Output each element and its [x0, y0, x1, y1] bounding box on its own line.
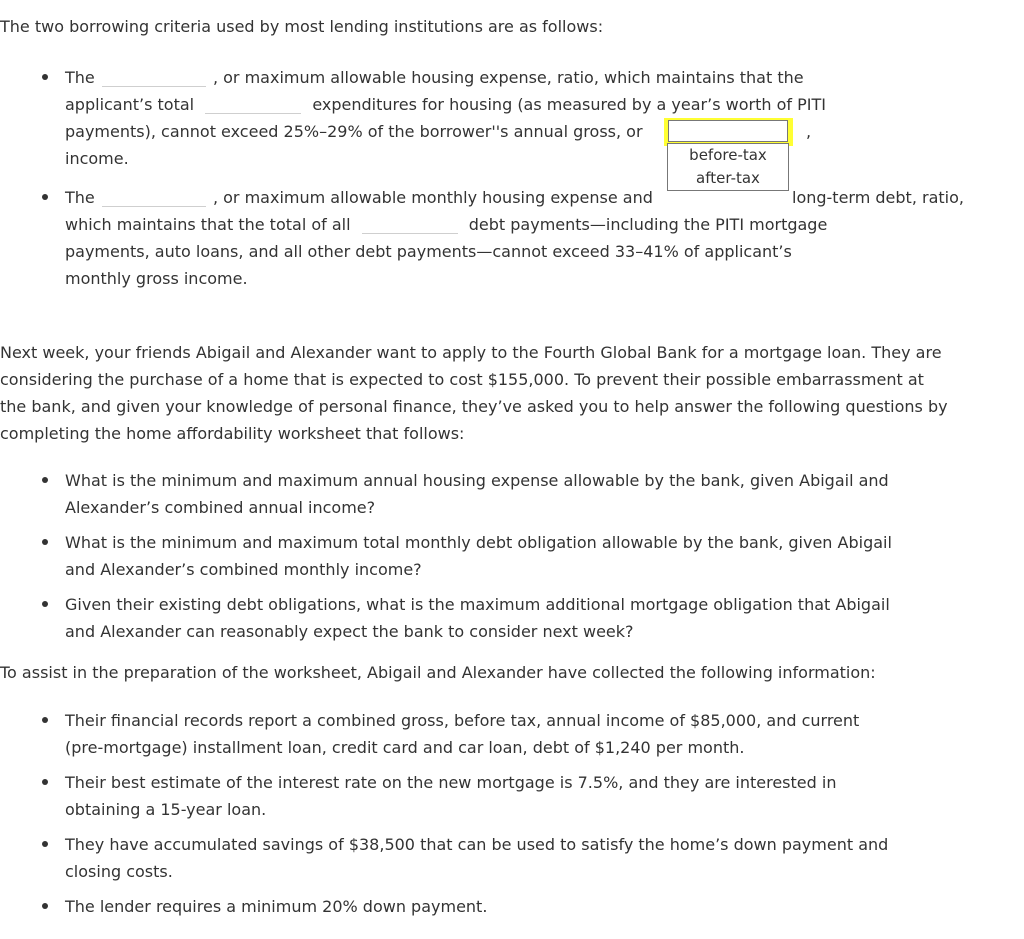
criterion-2-text-1b: long-term debt, ratio, — [792, 188, 964, 207]
info-3-line-1: They have accumulated savings of $38,500 that can be used to satisfy the home’s down payment and — [65, 835, 889, 854]
criterion-1-line-3: payments), cannot exceed 25%–29% of the borrower''s annual gross, or — [65, 122, 643, 141]
bullet — [42, 841, 48, 847]
assist-text: To assist in the preparation of the worksheet, Abigail and Alexander have collected the following information: — [0, 663, 876, 682]
criterion-1-line-4: income. — [65, 149, 129, 168]
scenario-line-4: completing the home affordability worksheet that follows: — [0, 424, 465, 443]
income-type-dropdown[interactable] — [668, 120, 788, 142]
question-2-line-2: and Alexander’s combined monthly income? — [65, 560, 422, 579]
criterion-1-blank-expenditures[interactable] — [205, 95, 301, 114]
criterion-2-text-2a: which maintains that the total of all — [65, 215, 351, 234]
criterion-2-blank-debt[interactable] — [362, 215, 458, 234]
info-1-line-2: (pre-mortgage) installment loan, credit card and car loan, debt of $1,240 per month. — [65, 738, 745, 757]
info-4-line-1: The lender requires a minimum 20% down payment. — [65, 897, 488, 916]
criterion-2-line-3: payments, auto loans, and all other debt payments—cannot exceed 33–41% of applicant’s — [65, 242, 792, 261]
info-2-line-1: Their best estimate of the interest rate on the new mortgage is 7.5%, and they are interested in — [65, 773, 837, 792]
question-1-line-2: Alexander’s combined annual income? — [65, 498, 376, 517]
comma-text: , — [806, 122, 812, 141]
info-1-line-1: Their financial records report a combined gross, before tax, annual income of $85,000, and current — [65, 711, 860, 730]
info-2-line-2: obtaining a 15-year loan. — [65, 800, 267, 819]
question-2-line-1: What is the minimum and maximum total monthly debt obligation allowable by the bank, given Abigail — [65, 533, 892, 552]
criterion-2-text-2b: debt payments—including the PITI mortgage — [468, 215, 828, 234]
bullet — [42, 779, 48, 785]
criterion-2-text-1a: , or maximum allowable monthly housing expense and — [212, 188, 653, 207]
criterion-1-blank-ratio[interactable] — [102, 68, 206, 87]
info-3-line-2: closing costs. — [65, 862, 173, 881]
intro-text: The two borrowing criteria used by most lending institutions are as follows: — [0, 17, 604, 36]
scenario-line-3: the bank, and given your knowledge of personal finance, they’ve asked you to help answer the following questions by — [0, 397, 948, 416]
bullet — [42, 903, 48, 909]
criterion-2-line-1 — [65, 188, 653, 207]
criterion-1-the: The — [65, 68, 95, 87]
criterion-1-text-1: , or maximum allowable housing expense, ratio, which maintains that the — [212, 68, 804, 87]
criterion-1-line-1 — [65, 68, 804, 87]
scenario-line-2: considering the purchase of a home that is expected to cost $155,000. To prevent their possible embarrassment at — [0, 370, 924, 389]
criterion-1-text-2a: applicant’s total — [65, 95, 195, 114]
criterion-2-line-4: monthly gross income. — [65, 269, 248, 288]
bullet — [42, 601, 48, 607]
option-before-tax[interactable]: before-tax — [689, 146, 767, 164]
income-type-options — [667, 143, 789, 191]
criterion-2-the: The — [65, 188, 95, 207]
scenario-line-1: Next week, your friends Abigail and Alexander want to apply to the Fourth Global Bank for a mortgage loan. They are — [0, 343, 942, 362]
bullet — [42, 477, 48, 483]
criterion-1-line-2 — [65, 95, 826, 114]
criterion-1-text-2b: expenditures for housing (as measured by a year’s worth of PITI — [312, 95, 826, 114]
option-after-tax[interactable]: after-tax — [696, 169, 760, 187]
bullet — [42, 717, 48, 723]
criterion-2-blank-ratio[interactable] — [102, 188, 206, 207]
question-1-line-1: What is the minimum and maximum annual housing expense allowable by the bank, given Abigail and — [65, 471, 889, 490]
question-3-line-1: Given their existing debt obligations, what is the maximum additional mortgage obligation that Abigail — [65, 595, 890, 614]
criterion-2-line-2 — [65, 215, 827, 234]
question-3-line-2: and Alexander can reasonably expect the bank to consider next week? — [65, 622, 634, 641]
bullet — [42, 74, 48, 80]
bullet — [42, 539, 48, 545]
bullet — [42, 194, 48, 200]
